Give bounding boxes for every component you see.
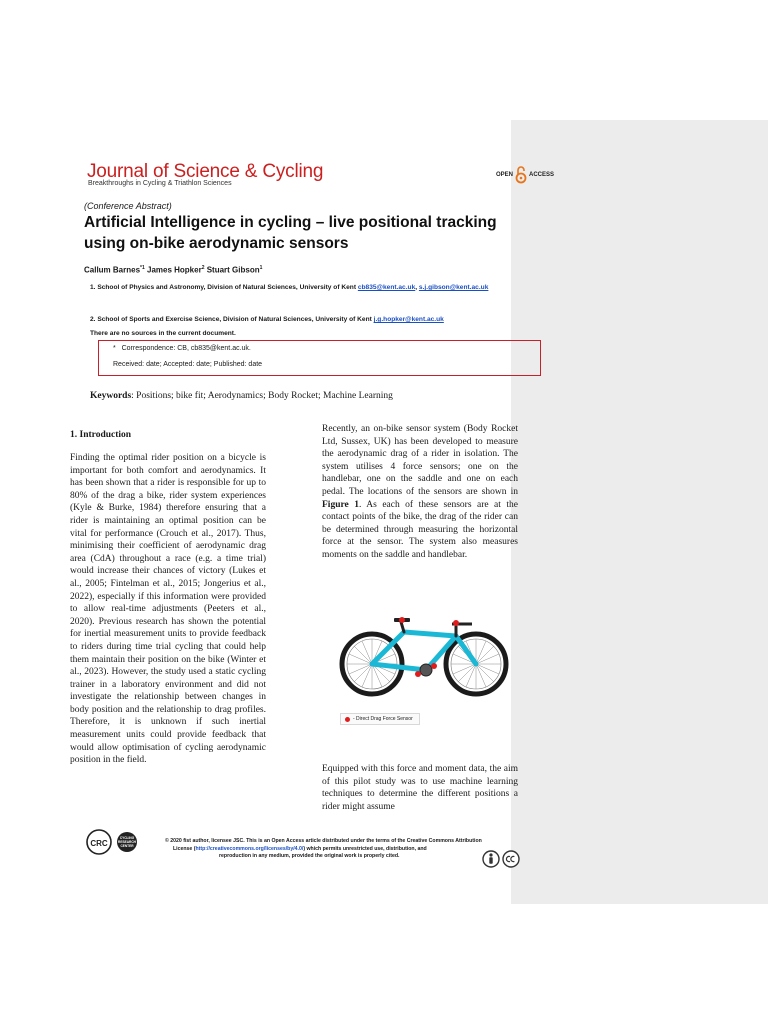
license-line-1: © 2020 fist author, licensee JSC. This is an Open Access article distributed under the terms of the Creative Commons Attribution xyxy=(165,838,482,844)
journal-name: Journal of Science & Cycling xyxy=(87,161,324,182)
affiliation-1: 1. School of Physics and Astronomy, Division of Natural Sciences, University of Kent cb835@kent.ac.uk, s.j.gibson@kent.ac.uk xyxy=(90,284,489,291)
bike-frame xyxy=(372,622,476,670)
logo-line-1: CYCLING xyxy=(119,836,135,840)
handlebar-sensor-dot xyxy=(453,620,459,626)
author-affil-mark: 1 xyxy=(259,265,263,271)
cc-icon xyxy=(502,850,520,868)
author-affil-mark: 2 xyxy=(201,265,205,271)
creative-commons-icons xyxy=(482,850,520,868)
legend-text: - Direct Drag Force Sensor xyxy=(353,716,413,722)
comment-sidebar xyxy=(511,120,768,904)
attribution-icon xyxy=(482,850,500,868)
logo-crc-text: CRC xyxy=(90,839,108,848)
email-link[interactable]: cb835@kent.ac.uk xyxy=(357,284,416,291)
open-access-text-b: ACCESS xyxy=(529,172,555,178)
sensor-dot-icon xyxy=(345,717,350,722)
affiliation-2 xyxy=(90,313,508,326)
no-sources-note: There are no sources in the current document. xyxy=(90,330,236,337)
dates-line: Received: date; Accepted: date; Published: date xyxy=(113,361,263,368)
correspondence-box xyxy=(98,340,541,376)
keywords xyxy=(90,391,393,401)
author-name: Stuart Gibson xyxy=(206,265,260,275)
figure-legend xyxy=(340,713,420,725)
license-notice xyxy=(165,838,495,861)
left-pedal-sensor-dot xyxy=(415,671,421,677)
license-link[interactable]: http://creativecommons.org/licenses/by/4.0/ xyxy=(195,845,304,852)
logo-line-2: RESEARCH xyxy=(118,840,136,844)
section-heading: 1. Introduction xyxy=(70,430,132,440)
email-link[interactable]: j.g.hopker@kent.ac.uk xyxy=(373,316,444,323)
open-access-badge xyxy=(496,166,554,184)
author-name: Callum Barnes xyxy=(84,265,141,275)
crankset xyxy=(420,664,432,676)
asterisk-mark: * xyxy=(113,345,116,352)
affiliation-text: 2. School of Sports and Exercise Science, Division of Natural Sciences, University of Kent xyxy=(90,316,372,323)
article-title: Artificial Intelligence in cycling – live positional tracking using on-bike aerodynamic sensors xyxy=(84,214,497,252)
open-lock-icon xyxy=(515,166,527,184)
author-list xyxy=(84,265,262,275)
cycling-research-center-logo xyxy=(86,828,148,861)
figure-reference: Figure 1 xyxy=(322,499,359,510)
license-line-3: reproduction in any medium, provided the original work is properly cited. xyxy=(219,853,400,859)
license-text: License ( xyxy=(173,845,196,852)
logo-line-3: CENTER xyxy=(120,844,134,848)
author-name: James Hopker xyxy=(147,265,202,275)
correspondence-line xyxy=(113,345,251,352)
intro-paragraph-1: Finding the optimal rider position on a bicycle is important for both comfort and aerodynamics. It has been shown that a rider is responsible for up to 80% of the drag a bike, rider system experiences (Kyle & Burke, 1984) therefore ensuring that a rider is maintaining an optimal position can be vital for performance (Crouch et al., 2017). Thus, minimising their coefficient of aerodynamic drag area (CdA) throughout a race (e.g. a time trial) would increase their chances of victory (Lukes et al., 2005; Fintelman et al., 2015; Jongerius et al., 2022), especially if this information were provided to allow real-time adjustments (Peeters et al., 2020). Previous research has shown the potential for inertial measurement units to provide feedback to riders during time trial cycling that could help them maintain their position on the bike (Winter et al., 2023). However, the study used a static cycling trainer in a laboratory environment and did not investigate the relationship between changes in body position and the relationship to drag profiles. Therefore, it is unknown if such inertial measurement units could provide feedback that would allow optimisation of cycling aerodynamic position in the field. xyxy=(70,453,266,766)
affiliation-text: 1. School of Physics and Astronomy, Division of Natural Sciences, University of Kent xyxy=(90,284,357,291)
correspondence-text: Correspondence: CB, cb835@kent.ac.uk. xyxy=(121,345,251,352)
keywords-text: : Positions; bike fit; Aerodynamics; Body Rocket; Machine Learning xyxy=(131,391,393,401)
license-line-2 xyxy=(165,846,495,854)
license-text: ) which permits unrestricted use, distribution, and xyxy=(303,845,427,852)
open-access-text-a: OPEN xyxy=(496,172,514,178)
paragraph-text: Recently, an on-bike sensor system (Body Rocket Ltd, Sussex, UK) has been developed to measure the aerodynamic drag of a rider in isolation. The system utilises 4 force sensors; one on the handlebar, one on the saddle and one on each pedal. The locations of the sensors are shown in xyxy=(322,424,518,497)
author-affil-mark: *1 xyxy=(140,265,145,271)
article-type: (Conference Abstract) xyxy=(84,201,172,211)
email-link[interactable]: s.j.gibson@kent.ac.uk xyxy=(418,284,489,291)
right-pedal-sensor-dot xyxy=(431,663,437,669)
saddle-sensor-dot xyxy=(399,617,405,623)
journal-tagline: Breakthroughs in Cycling & Triathlon Sciences xyxy=(88,180,232,187)
keywords-label: Keywords xyxy=(90,391,132,401)
intro-paragraph-3: Equipped with this force and moment data, the aim of this pilot study was to use machine learning techniques to determine the different positions a rider might assume xyxy=(322,764,518,812)
intro-paragraph-2 xyxy=(322,423,518,562)
paragraph-text: . As each of these sensors are at the contact points of the bike, the drag of the rider can be determined through measuring the horizontal force at the sensor. The system also measures moments on the saddle and handlebar. xyxy=(322,499,518,560)
